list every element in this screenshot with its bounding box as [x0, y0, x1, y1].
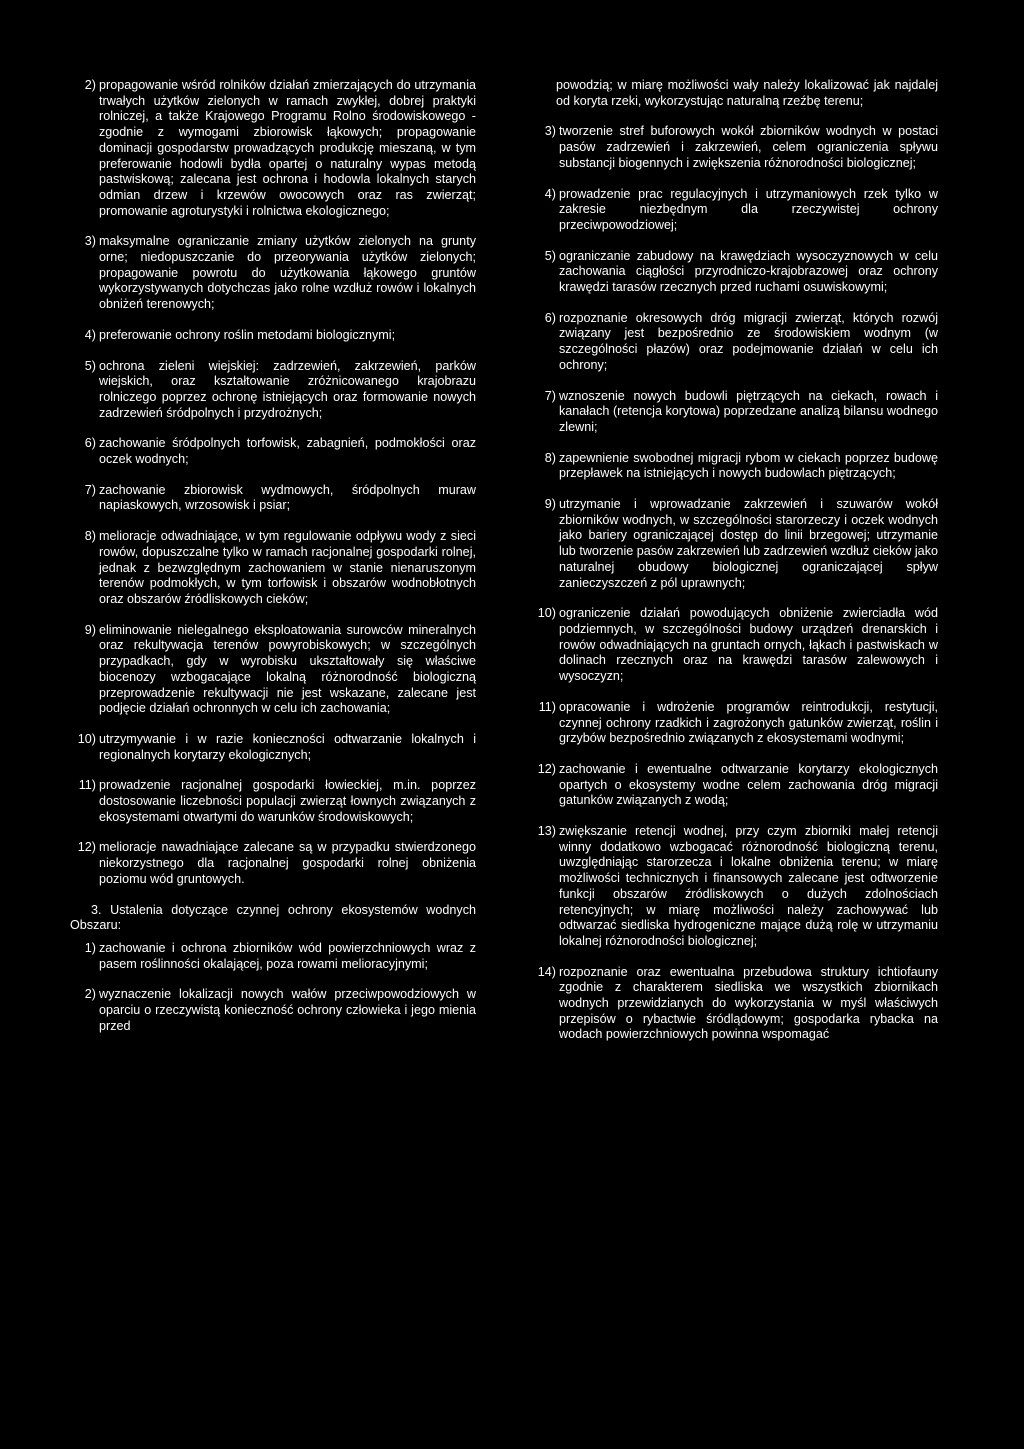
item-text: ochrona zieleni wiejskiej: zadrzewień, zakrzewień, parków wiejskich, oraz kształtowanie zróżnicowanego krajobrazu rolniczego poprzez ochronę istniejących oraz formowanie nowych zadrzewień śródpolnych i przydrożnych; [99, 358, 476, 420]
item-text: melioracje odwadniające, w tym regulowanie odpływu wody z sieci rowów, dopuszczalne tylko w ramach racjonalnej gospodarki rolnej, jednak z bezwzględnym zachowaniem w stanie nienaruszonym terenów podmokłych, w tym torfowisk i obszarów wodnobłotnych oraz obszarów źródliskowych cieków; [99, 529, 476, 606]
list-item [70, 732, 476, 763]
item-number: 12) [77, 840, 96, 855]
list-item [530, 497, 938, 591]
item-number: 2) [84, 987, 96, 1002]
item-text: wyznaczenie lokalizacji nowych wałów przeciwpowodziowych w oparciu o rzeczywistą konieczność ochrony człowieka i jego mienia przed [99, 987, 476, 1033]
right-column [530, 78, 938, 1058]
list-item [70, 328, 476, 344]
list-item [70, 840, 476, 887]
list-item [530, 606, 938, 685]
item-text: propagowanie wśród rolników działań zmierzających do utrzymania trwałych użytków zielonych w ramach zwykłej, dobrej praktyki rolniczej, a także Krajowego Programu Rolno środowiskowego - zgodnie z wymogami zbiorowisk łąkowych; propagowanie dominacji gospodarstw prowadzących produkcję mieszaną, w tym preferowanie hodowli bydła opartej o naturalny wypas metodą pastwiskową; zalecana jest ochrona i hodowla lokalnych starych odmian drzew i krzewów owocowych oraz ras zwierząt; promowanie agroturystyki i rolnictwa ekologicznego; [99, 78, 476, 218]
list-item [530, 824, 938, 950]
item-text: opracowanie i wdrożenie programów reintrodukcji, restytucji, czynnej ochrony rzadkich i zagrożonych gatunków zwierząt, roślin i grzybów bezpośrednio związanych z ekosystemami wodnymi; [559, 699, 938, 746]
item-text: rozpoznanie oraz ewentualna przebudowa struktury ichtiofauny zgodnie z charakterem siedliska we wszystkich zbiornikach wodnych przewidzianych do wykorzystania w myśl właściwych przepisów o rybactwie śródlądowym; gospodarka rybacka na wodach powierzchniowych powinna wspomagać [559, 964, 938, 1042]
item-text: wznoszenie nowych budowli piętrzących na ciekach, rowach i kanałach (retencja korytowa) poprzedzane analizą bilansu wodnego zlewni; [559, 388, 938, 434]
item-number: 9) [84, 622, 96, 637]
item-number: 10) [77, 731, 96, 746]
list-item [530, 124, 938, 171]
item-number: 1) [84, 940, 96, 955]
item-text: zachowanie i ochrona zbiorników wód powierzchniowych wraz z pasem roślinności okalającej, poza rowami melioracyjnymi; [99, 940, 476, 971]
item-text: zapewnienie swobodnej migracji rybom w ciekach poprzez budowę przepławek na istniejących i nowych budowlach piętrzących; [559, 450, 938, 481]
item-text: maksymalne ograniczanie zmiany użytków zielonych na grunty orne; niedopuszczanie do przeorywania użytków zielonych; propagowanie powrotu do użytkowania łąkowego gruntów wykorzystywanych dotychczas jako rolne wzdłuż rowów i lokalnych obniżeń terenowych; [99, 234, 476, 312]
list-item [530, 965, 938, 1044]
list-item [70, 941, 476, 972]
item-number: 6) [84, 436, 96, 451]
item-text: ograniczenie działań powodujących obniżenie zwierciadła wód podziemnych, w szczególności budowy urządzeń drenarskich i rowów odwadniających na gruntach ornych, łąkach i pastwiskach w dolinach rzecznych oraz na krawędzi tarasów zalewowych i wysoczyzn; [559, 606, 938, 684]
item-text: prowadzenie prac regulacyjnych i utrzymaniowych rzek tylko w zakresie niezbędnym dla rzeczywistej ochrony przeciwpowodziowej; [559, 186, 938, 232]
item-number: 3) [544, 124, 556, 139]
list-item [70, 234, 476, 313]
item-number: 12) [537, 761, 556, 776]
item-text: melioracje nawadniające zalecane są w przypadku stwierdzonego niekorzystnego dla racjonalnej gospodarki rolnej obniżenia poziomu wód gruntowych. [99, 840, 476, 886]
item-text: utrzymanie i wprowadzanie zakrzewień i szuwarów wokół zbiorników wodnych, w szczególności starorzeczy i oczek wodnych jako bariery ograniczającej dostęp do linii brzegowej; utrzymanie lub tworzenie pasów zakrzewień lub zadrzewień wzdłuż cieków jako naturalnej obudowy biologicznej ograniczającej spływ zanieczyszczeń z pól uprawnych; [559, 497, 938, 590]
list-item [70, 78, 476, 219]
item-number: 6) [544, 310, 556, 325]
list-item [530, 762, 938, 809]
item-text: zachowanie śródpolnych torfowisk, zabagnień, podmokłości oraz oczek wodnych; [99, 436, 476, 467]
item-text: tworzenie stref buforowych wokół zbiorników wodnych w postaci pasów zadrzewień i zakrzewień, celem ograniczenia spływu substancji biogennych i zwiększenia różnorodności biologicznej; [559, 124, 938, 170]
item-number: 5) [544, 248, 556, 263]
item-text: zachowanie i ewentualne odtwarzanie korytarzy ekologicznych opartych o ekosystemy wodne celem zachowania dróg migracji gatunków związanych z wodą; [559, 761, 938, 808]
item-number: 10) [537, 606, 556, 621]
item-text: utrzymywanie i w razie konieczności odtwarzanie lokalnych i regionalnych korytarzy ekologicznych; [99, 731, 476, 762]
item-number: 8) [544, 450, 556, 465]
item-text: eliminowanie nielegalnego eksploatowania surowców mineralnych oraz rekultywacja terenów powyrobiskowych; w szczególnych przypadkach, gdy w wyrobisku ukształtowały się właściwe biocenozy wzbogacające lokalną różnorodność biologiczną przeprowadzenie rekultywacji nie jest wskazane, zalecane jest podjęcie działań ochronnych w celu ich zachowania; [99, 622, 476, 716]
item-number: 3) [84, 234, 96, 249]
item-number: 9) [544, 497, 556, 512]
item-number: 11) [538, 699, 556, 714]
continuation-text: powodzią; w miarę możliwości wały należy lokalizować jak najdalej od koryta rzeki, wykorzystując naturalną rzeźbę terenu; [556, 78, 938, 108]
list-item [70, 623, 476, 717]
item-text: zachowanie zbiorowisk wydmowych, śródpolnych muraw napiaskowych, wrzosowisk i psiar; [99, 482, 476, 513]
item-number: 11) [78, 778, 96, 793]
list-item [70, 436, 476, 467]
list-item [530, 700, 938, 747]
list-item [530, 311, 938, 374]
item-number: 7) [84, 482, 96, 497]
list-item [70, 778, 476, 825]
item-text: ograniczanie zabudowy na krawędziach wysoczyznowych w celu zachowania ciągłości przyrodniczo-krajobrazowej oraz ochrony krawędzi tarasów rzecznych przed ruchami osuwiskowymi; [559, 248, 938, 295]
list-item [70, 359, 476, 422]
list-item [530, 187, 938, 234]
list-item [70, 987, 476, 1034]
list-item [530, 249, 938, 296]
list-item [530, 389, 938, 436]
item-number: 4) [544, 186, 556, 201]
item-number: 14) [537, 964, 556, 979]
item-number: 5) [84, 358, 96, 373]
item-number: 13) [537, 824, 556, 839]
item-text: rozpoznanie okresowych dróg migracji zwierząt, których rozwój związany jest bezpośrednio ze środowiskiem wodnym (w szczególności płazów) oraz podejmowanie działań w celu ich ochrony; [559, 310, 938, 372]
item-number: 8) [84, 529, 96, 544]
list-item [530, 451, 938, 482]
item-text: prowadzenie racjonalnej gospodarki łowieckiej, m.in. poprzez dostosowanie liczebności populacji zwierząt łownych związanych z ekosystemami otwartymi do warunków środowiskowych; [99, 778, 476, 824]
item-number: 2) [84, 78, 96, 92]
item-number: 4) [84, 327, 96, 342]
left-column [70, 78, 476, 1049]
section-heading: 3. Ustalenia dotyczące czynnej ochrony ekosystemów wodnych Obszaru: [70, 902, 476, 933]
item-text: preferowanie ochrony roślin metodami biologicznymi; [99, 327, 396, 342]
list-item [70, 483, 476, 514]
item-number: 7) [544, 388, 556, 403]
list-item [70, 529, 476, 608]
item-text: zwiększanie retencji wodnej, przy czym zbiorniki małej retencji winny dodatkowo wzbogacać różnorodność biologiczną terenu, uwzględniając starorzecza i lokalne obniżenia terenu; w miarę możliwości technicznych i finansowych zalecane jest odtworzenie funkcji obszarów źródliskowych o dużych zdolnościach retencyjnych; w miarę możliwości należy zachowywać lub odtwarzać siedliska hydrogeniczne mające dużą rolę w utrzymaniu lokalnej różnorodności biologicznej; [559, 824, 938, 948]
